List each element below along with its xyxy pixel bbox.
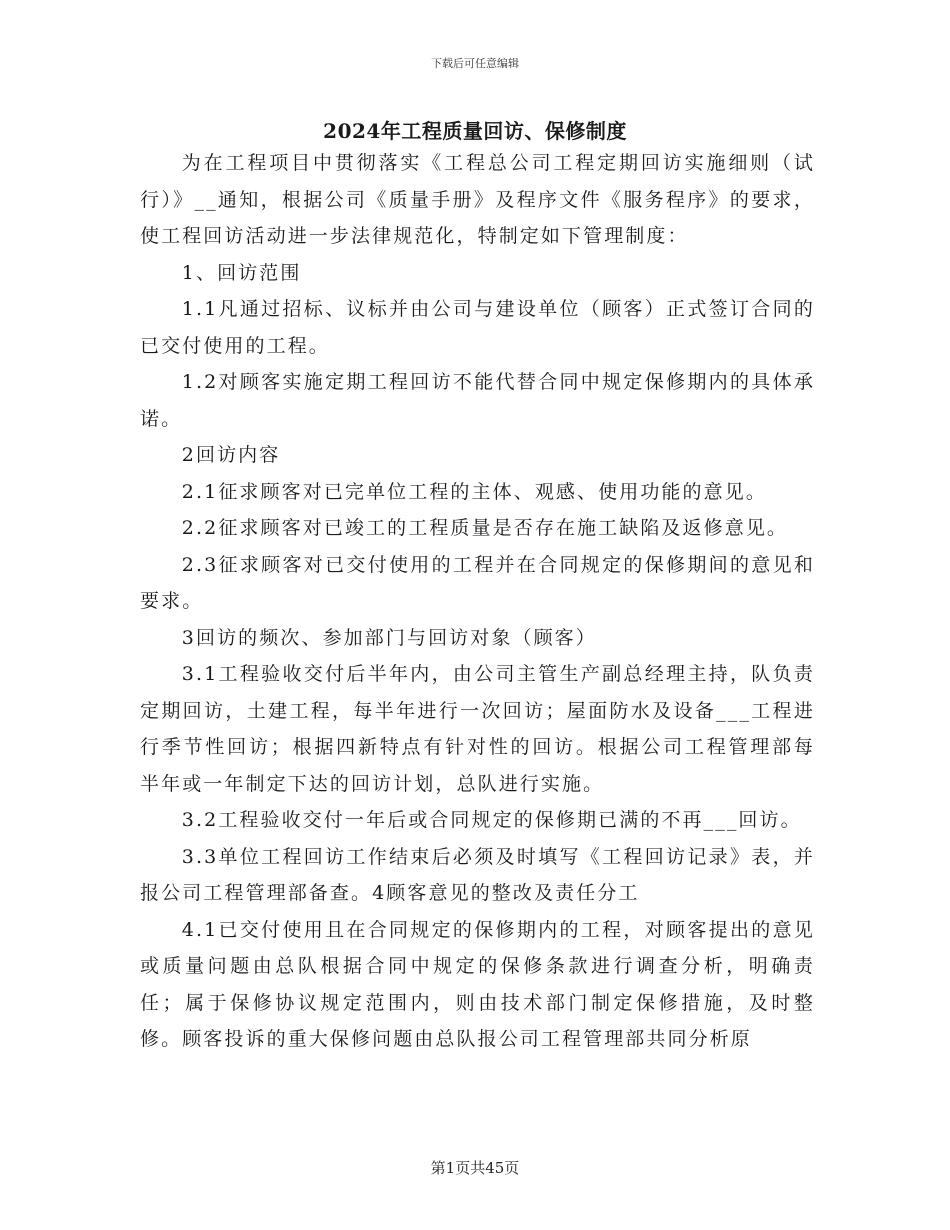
paragraph: 2.3征求顾客对已交付使用的工程并在合同规定的保修期间的意见和要求。 <box>140 553 815 612</box>
document-title: 2024年工程质量回访、保修制度 <box>323 119 627 143</box>
paragraph: 1.1凡通过招标、议标并由公司与建设单位（顾客）正式签订合同的已交付使用的工程。 <box>140 298 815 357</box>
paragraph: 2.2征求顾客对已竣工的工程质量是否存在施工缺陷及返修意见。 <box>181 517 789 539</box>
paragraph: 4.1已交付使用且在合同规定的保修期内的工程，对顾客提出的意见或质量问题由总队根据合同中规定的保修条款进行调查分析，明确责任；属于保修协议规定范围内，则由技术部门制定保修措施，及时整修。顾客投诉的重大保修问题由总队报公司工程管理部共同分析原 <box>140 918 815 1050</box>
document-body <box>140 145 815 1058</box>
header-note: 下载后可任意编辑 <box>431 57 519 70</box>
paragraph: 2.1征求顾客对已完单位工程的主体、观感、使用功能的意见。 <box>181 480 767 503</box>
paragraph: 1.2对顾客实施定期工程回访不能代替合同中规定保修期内的具体承诺。 <box>140 371 815 430</box>
paragraph: 3回访的频次、参加部门与回访对象（顾客） <box>181 626 597 649</box>
paragraph: 为在工程项目中贯彻落实《工程总公司工程定期回访实施细则（试行）》__通知，根据公司《质量手册》及程序文件《服务程序》的要求，使工程回访活动进一步法律规范化，特制定如下管理制度： <box>140 152 815 247</box>
paragraph: 2回访内容 <box>181 444 281 466</box>
paragraph: 3.3单位工程回访工作结束后必须及时填写《工程回访记录》表，并报公司工程管理部备查。4顾客意见的整改及责任分工 <box>140 845 815 904</box>
page-footer: 第1页共45页 <box>430 1159 520 1177</box>
paragraph: 3.2工程验收交付一年后或合同规定的保修期已满的不再___回访。 <box>181 809 802 831</box>
paragraph: 1、回访范围 <box>181 261 302 284</box>
paragraph: 3.1工程验收交付后半年内，由公司主管生产副总经理主持，队负责定期回访，土建工程，每半年进行一次回访；屋面防水及设备___工程进行季节性回访；根据四新特点有针对性的回访。根据公司工程管理部每半年或一年制定下达的回访计划，总队进行实施。 <box>140 663 815 795</box>
